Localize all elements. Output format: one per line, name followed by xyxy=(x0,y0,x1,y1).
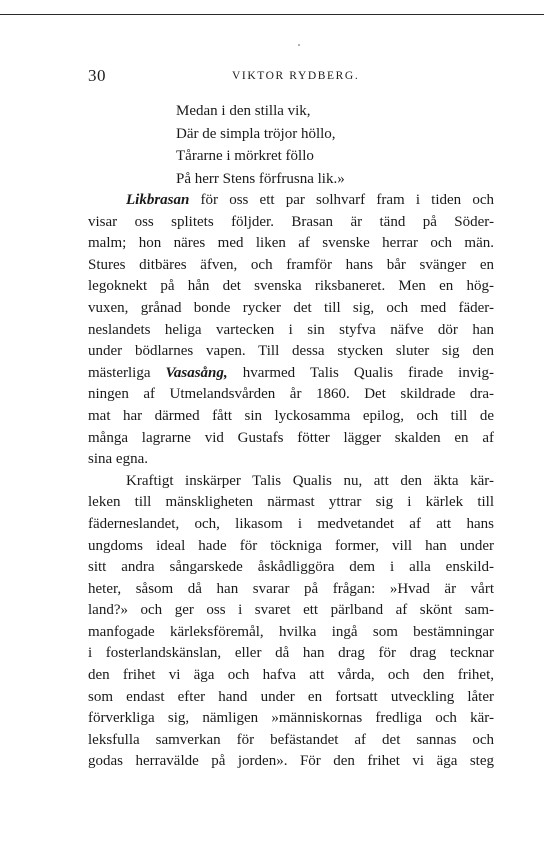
text-line: Stures ditbäres äfven, och framför hans bår svänger en xyxy=(88,256,494,273)
text-line: sina egna. xyxy=(88,451,148,468)
text-line: godas herravälde på jorden». För den frihet vi äga steg xyxy=(88,753,494,770)
paragraph xyxy=(88,471,494,773)
text-line: mat har därmed fått sin lyckosamma epilog, och till de xyxy=(88,407,494,424)
poem-line: På herr Stens förfrusna lik.» xyxy=(176,170,345,187)
line-text: för oss ett par solhvarf fram i tiden och xyxy=(189,192,494,208)
text-line: i fosterlandskänslan, eller då han drag för drag tecknar xyxy=(88,645,494,662)
emphasis: Vasasång, xyxy=(165,364,228,381)
text-line: manfogade kärleksföremål, hvilka ingå som bestämningar xyxy=(88,623,494,640)
text-line: malm; hon näres med liken af svenske herrar och män. xyxy=(88,235,494,252)
text-line: leksfulla samverkan för befästandet af det sannas och xyxy=(88,731,494,748)
text-line: neslandets heliga vartecken i sin styfva näfve dör han xyxy=(88,321,494,338)
text-line: förverkliga sig, nämligen »människornas fredliga och kär- xyxy=(88,710,494,727)
line-text: hvarmed Talis Qualis firade invig- xyxy=(227,364,494,381)
text-line: land?» och ger oss i svaret ett pärlband af skönt sam- xyxy=(88,602,494,619)
text-line: vuxen, grånad bonde rycker det till sig, och med fäder- xyxy=(88,299,494,316)
body-text xyxy=(88,190,494,773)
emphasis: Likbrasan xyxy=(126,192,190,208)
text-line: ungdoms ideal hade för töckniga former, vill han under xyxy=(88,537,494,554)
paragraph xyxy=(88,190,494,471)
text-line: heter, såsom då han svarar på frågan: »Hvad är vårt xyxy=(88,580,494,597)
line-text: mästerliga xyxy=(88,364,166,381)
text-line: den frihet vi äga och hafva att vårda, och den frihet, xyxy=(88,667,494,684)
poem-line: Tårarne i mörkret föllo xyxy=(176,148,314,164)
text-line xyxy=(88,190,494,212)
poem-quote xyxy=(176,100,345,190)
text-line: legoknekt på hån det svenska riksbaneret. Men en hög- xyxy=(88,278,494,295)
top-rule xyxy=(0,14,544,15)
paper-speck xyxy=(298,44,300,46)
text-line: visar oss splitets följder. Brasan är tänd på Söder- xyxy=(88,213,494,230)
text-line: sitt andra sångarskede åskådliggöra dem i alla enskild- xyxy=(88,559,494,576)
text-line: under bödlarnes vapen. Till dessa stycken sluter sig den xyxy=(88,343,494,360)
running-head: VIKTOR RYDBERG. xyxy=(232,70,360,82)
text-line: ningen af Utmelandsvården år 1860. Det skildrade dra- xyxy=(88,386,494,403)
text-line xyxy=(88,363,494,385)
text-line: Kraftigt inskärper Talis Qualis nu, att den äkta kär- xyxy=(126,472,494,489)
text-line: som endast efter hand under en fortsatt utveckling låter xyxy=(88,688,494,705)
poem-line: Medan i den stilla vik, xyxy=(176,103,311,119)
page-number: 30 xyxy=(88,66,106,85)
text-line: fäderneslandet, och, likasom i medvetandet af att hans xyxy=(88,515,494,532)
text-line: många lagrarne vid Gustafs fötter lägger skalden en af xyxy=(88,429,494,446)
text-line: leken till mänskligheten närmast yttrar sig i kärlek till xyxy=(88,494,494,511)
poem-line: Där de simpla tröjor höllo, xyxy=(176,125,336,142)
